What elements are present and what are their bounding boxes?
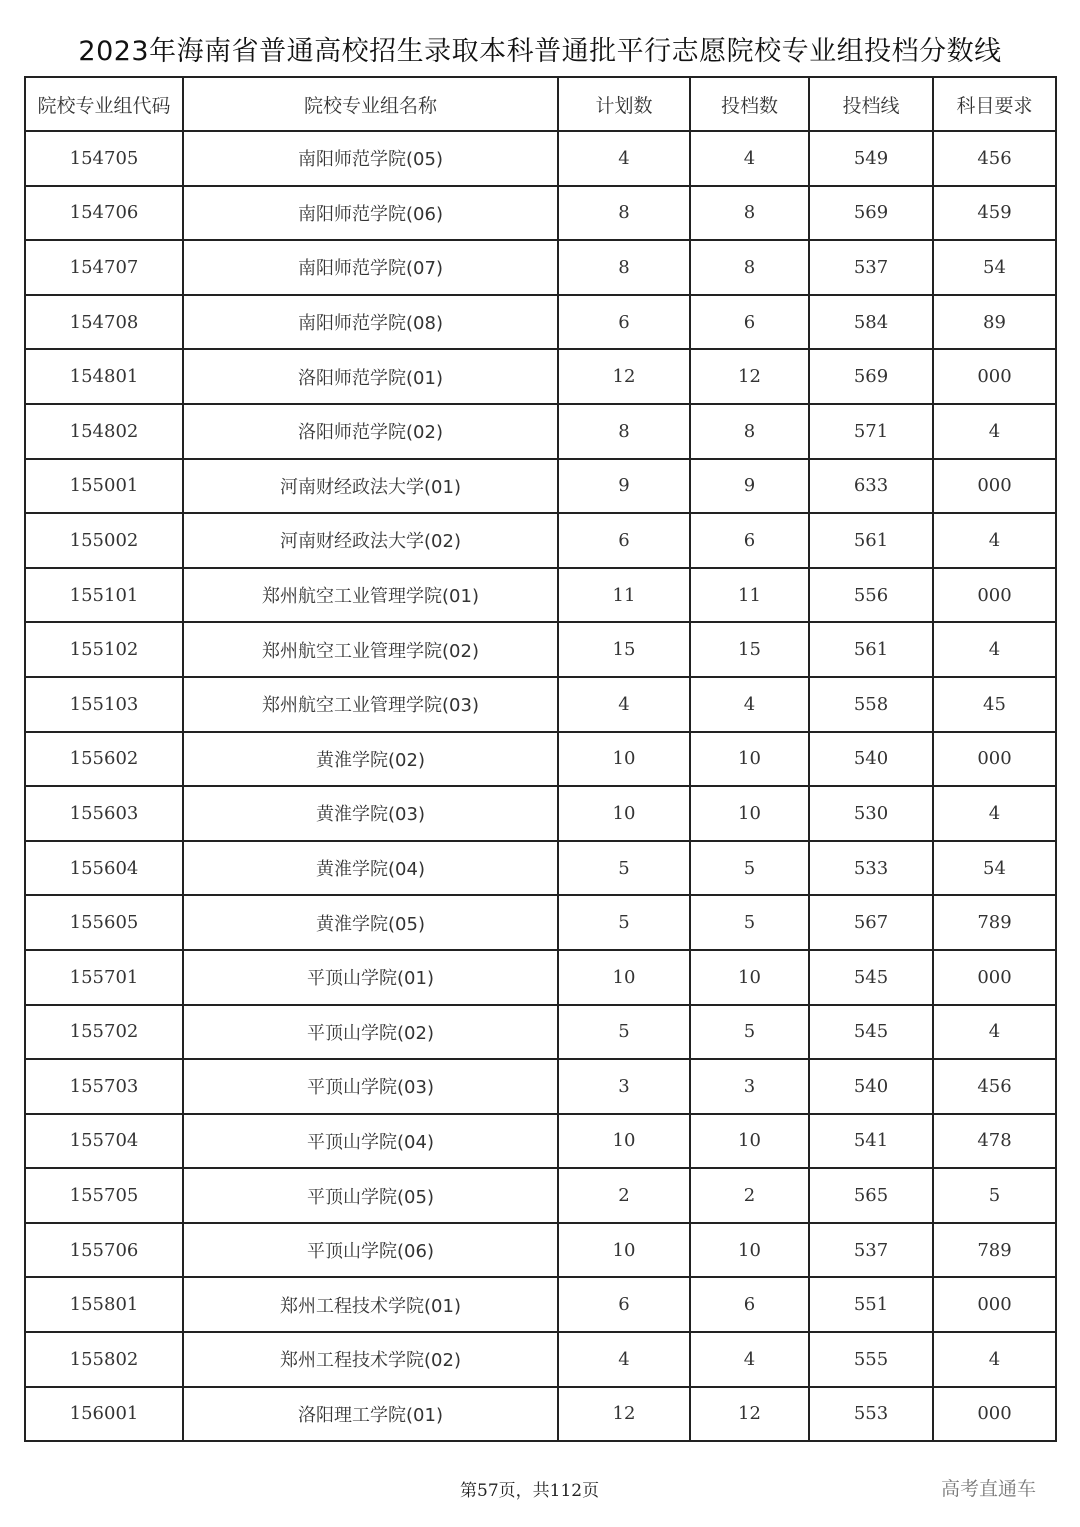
cell-group-code: 155701 <box>25 950 183 1005</box>
cell-admitted-count: 2 <box>690 1168 809 1223</box>
table-row <box>25 349 1056 404</box>
table-row <box>25 1005 1056 1060</box>
cell-cutoff-score: 567 <box>809 895 933 950</box>
cell-cutoff-score: 569 <box>809 349 933 404</box>
cell-admitted-count: 4 <box>690 131 809 186</box>
cell-plan-count: 4 <box>558 677 690 732</box>
cell-cutoff-score: 545 <box>809 1005 933 1060</box>
table-row <box>25 404 1056 459</box>
cell-plan-count: 3 <box>558 1059 690 1114</box>
cell-group-code: 155603 <box>25 786 183 841</box>
cell-admitted-count: 11 <box>690 568 809 623</box>
cell-admitted-count: 12 <box>690 349 809 404</box>
cell-plan-count: 6 <box>558 513 690 568</box>
cell-plan-count: 4 <box>558 1332 690 1387</box>
cell-group-name: 南阳师范学院(08) <box>183 295 558 350</box>
cell-subject-requirement: 45 <box>933 677 1056 732</box>
cell-plan-count: 10 <box>558 950 690 1005</box>
cell-plan-count: 10 <box>558 1114 690 1169</box>
cell-group-code: 156001 <box>25 1387 183 1442</box>
table-row <box>25 841 1056 896</box>
table-row <box>25 786 1056 841</box>
table-row <box>25 677 1056 732</box>
cell-subject-requirement: 000 <box>933 732 1056 787</box>
cell-cutoff-score: 533 <box>809 841 933 896</box>
cell-cutoff-score: 555 <box>809 1332 933 1387</box>
table-row <box>25 186 1056 241</box>
cell-cutoff-score: 569 <box>809 186 933 241</box>
cell-group-code: 155001 <box>25 459 183 514</box>
cell-group-code: 155103 <box>25 677 183 732</box>
table-row <box>25 1332 1056 1387</box>
table-row <box>25 622 1056 677</box>
cell-cutoff-score: 584 <box>809 295 933 350</box>
cell-group-name: 郑州工程技术学院(01) <box>183 1277 558 1332</box>
cell-group-code: 154706 <box>25 186 183 241</box>
cell-plan-count: 6 <box>558 1277 690 1332</box>
header-plan-count: 计划数 <box>558 77 690 131</box>
cell-group-name: 河南财经政法大学(01) <box>183 459 558 514</box>
cell-admitted-count: 4 <box>690 677 809 732</box>
header-group-name: 院校专业组名称 <box>183 77 558 131</box>
cell-subject-requirement: 459 <box>933 186 1056 241</box>
cell-plan-count: 5 <box>558 841 690 896</box>
header-cutoff-score: 投档线 <box>809 77 933 131</box>
cell-admitted-count: 4 <box>690 1332 809 1387</box>
table-row <box>25 459 1056 514</box>
cell-admitted-count: 5 <box>690 1005 809 1060</box>
cell-admitted-count: 10 <box>690 950 809 1005</box>
cell-admitted-count: 8 <box>690 240 809 295</box>
cell-group-code: 154801 <box>25 349 183 404</box>
cell-group-name: 平顶山学院(05) <box>183 1168 558 1223</box>
table-row <box>25 568 1056 623</box>
document-title: 2023年海南省普通高校招生录取本科普通批平行志愿院校专业组投档分数线 <box>78 36 1002 67</box>
cell-cutoff-score: 541 <box>809 1114 933 1169</box>
cell-cutoff-score: 551 <box>809 1277 933 1332</box>
header-group-code: 院校专业组代码 <box>25 77 183 131</box>
cell-cutoff-score: 553 <box>809 1387 933 1442</box>
cell-group-code: 155702 <box>25 1005 183 1060</box>
cell-group-code: 154802 <box>25 404 183 459</box>
cell-subject-requirement: 54 <box>933 240 1056 295</box>
cell-admitted-count: 8 <box>690 186 809 241</box>
cell-admitted-count: 9 <box>690 459 809 514</box>
cell-subject-requirement: 000 <box>933 349 1056 404</box>
cell-cutoff-score: 561 <box>809 622 933 677</box>
cell-cutoff-score: 556 <box>809 568 933 623</box>
table-row <box>25 1387 1056 1442</box>
cell-subject-requirement: 4 <box>933 1332 1056 1387</box>
cell-cutoff-score: 633 <box>809 459 933 514</box>
cell-admitted-count: 10 <box>690 786 809 841</box>
cell-subject-requirement: 4 <box>933 404 1056 459</box>
cell-group-code: 155802 <box>25 1332 183 1387</box>
cell-subject-requirement: 000 <box>933 950 1056 1005</box>
cell-subject-requirement: 478 <box>933 1114 1056 1169</box>
cell-plan-count: 10 <box>558 732 690 787</box>
cell-plan-count: 12 <box>558 1387 690 1442</box>
table-row <box>25 1059 1056 1114</box>
cell-subject-requirement: 4 <box>933 622 1056 677</box>
cell-group-name: 洛阳理工学院(01) <box>183 1387 558 1442</box>
cell-group-code: 154705 <box>25 131 183 186</box>
cell-subject-requirement: 456 <box>933 1059 1056 1114</box>
table-row <box>25 732 1056 787</box>
cell-group-code: 155101 <box>25 568 183 623</box>
table-row <box>25 295 1056 350</box>
cell-cutoff-score: 540 <box>809 1059 933 1114</box>
page-indicator: 第57页，共112页 <box>460 1481 600 1501</box>
cell-cutoff-score: 571 <box>809 404 933 459</box>
table-row <box>25 1223 1056 1278</box>
cell-group-name: 南阳师范学院(07) <box>183 240 558 295</box>
cell-admitted-count: 6 <box>690 295 809 350</box>
cell-group-code: 155602 <box>25 732 183 787</box>
cell-group-name: 南阳师范学院(05) <box>183 131 558 186</box>
cell-group-code: 155002 <box>25 513 183 568</box>
cell-plan-count: 10 <box>558 1223 690 1278</box>
cell-group-code: 155604 <box>25 841 183 896</box>
cell-admitted-count: 5 <box>690 841 809 896</box>
cell-subject-requirement: 456 <box>933 131 1056 186</box>
cell-admitted-count: 6 <box>690 1277 809 1332</box>
cell-group-name: 南阳师范学院(06) <box>183 186 558 241</box>
cell-subject-requirement: 000 <box>933 568 1056 623</box>
cell-cutoff-score: 561 <box>809 513 933 568</box>
cell-group-code: 155705 <box>25 1168 183 1223</box>
table-row <box>25 513 1056 568</box>
cell-cutoff-score: 565 <box>809 1168 933 1223</box>
cell-group-code: 155605 <box>25 895 183 950</box>
cell-group-name: 平顶山学院(03) <box>183 1059 558 1114</box>
cell-plan-count: 9 <box>558 459 690 514</box>
cell-group-name: 黄淮学院(02) <box>183 732 558 787</box>
cell-group-code: 154707 <box>25 240 183 295</box>
cell-plan-count: 2 <box>558 1168 690 1223</box>
cell-cutoff-score: 537 <box>809 1223 933 1278</box>
cell-admitted-count: 6 <box>690 513 809 568</box>
cell-cutoff-score: 558 <box>809 677 933 732</box>
table-row <box>25 131 1056 186</box>
cell-group-code: 155704 <box>25 1114 183 1169</box>
cell-admitted-count: 10 <box>690 1223 809 1278</box>
cell-admitted-count: 12 <box>690 1387 809 1442</box>
cell-group-name: 黄淮学院(03) <box>183 786 558 841</box>
cell-plan-count: 4 <box>558 131 690 186</box>
cell-plan-count: 6 <box>558 295 690 350</box>
table-row <box>25 1114 1056 1169</box>
cell-plan-count: 5 <box>558 895 690 950</box>
cell-group-name: 河南财经政法大学(02) <box>183 513 558 568</box>
cell-group-name: 黄淮学院(05) <box>183 895 558 950</box>
table-row <box>25 1277 1056 1332</box>
cell-group-code: 155102 <box>25 622 183 677</box>
cell-subject-requirement: 000 <box>933 1277 1056 1332</box>
cell-cutoff-score: 537 <box>809 240 933 295</box>
cell-group-name: 平顶山学院(04) <box>183 1114 558 1169</box>
score-table <box>24 76 1057 1442</box>
cell-plan-count: 8 <box>558 240 690 295</box>
cell-group-name: 洛阳师范学院(02) <box>183 404 558 459</box>
cell-plan-count: 5 <box>558 1005 690 1060</box>
cell-subject-requirement: 789 <box>933 895 1056 950</box>
cell-plan-count: 12 <box>558 349 690 404</box>
cell-admitted-count: 15 <box>690 622 809 677</box>
cell-subject-requirement: 4 <box>933 513 1056 568</box>
cell-admitted-count: 3 <box>690 1059 809 1114</box>
cell-subject-requirement: 4 <box>933 786 1056 841</box>
cell-group-name: 黄淮学院(04) <box>183 841 558 896</box>
cell-group-name: 郑州航空工业管理学院(03) <box>183 677 558 732</box>
cell-cutoff-score: 545 <box>809 950 933 1005</box>
cell-plan-count: 15 <box>558 622 690 677</box>
brand-watermark: 高考直通车 <box>941 1478 1037 1500</box>
cell-group-name: 郑州航空工业管理学院(01) <box>183 568 558 623</box>
cell-group-name: 平顶山学院(01) <box>183 950 558 1005</box>
cell-subject-requirement: 000 <box>933 459 1056 514</box>
header-admitted-count: 投档数 <box>690 77 809 131</box>
cell-cutoff-score: 530 <box>809 786 933 841</box>
cell-plan-count: 10 <box>558 786 690 841</box>
cell-group-code: 154708 <box>25 295 183 350</box>
cell-subject-requirement: 4 <box>933 1005 1056 1060</box>
cell-admitted-count: 8 <box>690 404 809 459</box>
cell-admitted-count: 10 <box>690 1114 809 1169</box>
cell-admitted-count: 10 <box>690 732 809 787</box>
cell-group-name: 平顶山学院(06) <box>183 1223 558 1278</box>
cell-plan-count: 11 <box>558 568 690 623</box>
cell-cutoff-score: 540 <box>809 732 933 787</box>
cell-group-code: 155703 <box>25 1059 183 1114</box>
cell-plan-count: 8 <box>558 404 690 459</box>
cell-group-name: 平顶山学院(02) <box>183 1005 558 1060</box>
table-row <box>25 950 1056 1005</box>
cell-cutoff-score: 549 <box>809 131 933 186</box>
cell-admitted-count: 5 <box>690 895 809 950</box>
table-row <box>25 895 1056 950</box>
cell-group-code: 155706 <box>25 1223 183 1278</box>
table-header-row <box>25 77 1056 131</box>
cell-group-code: 155801 <box>25 1277 183 1332</box>
table-row <box>25 240 1056 295</box>
cell-subject-requirement: 789 <box>933 1223 1056 1278</box>
header-subject-requirement: 科目要求 <box>933 77 1056 131</box>
cell-group-name: 郑州航空工业管理学院(02) <box>183 622 558 677</box>
cell-group-name: 洛阳师范学院(01) <box>183 349 558 404</box>
cell-subject-requirement: 000 <box>933 1387 1056 1442</box>
cell-subject-requirement: 54 <box>933 841 1056 896</box>
table-row <box>25 1168 1056 1223</box>
cell-subject-requirement: 5 <box>933 1168 1056 1223</box>
cell-plan-count: 8 <box>558 186 690 241</box>
cell-subject-requirement: 89 <box>933 295 1056 350</box>
cell-group-name: 郑州工程技术学院(02) <box>183 1332 558 1387</box>
